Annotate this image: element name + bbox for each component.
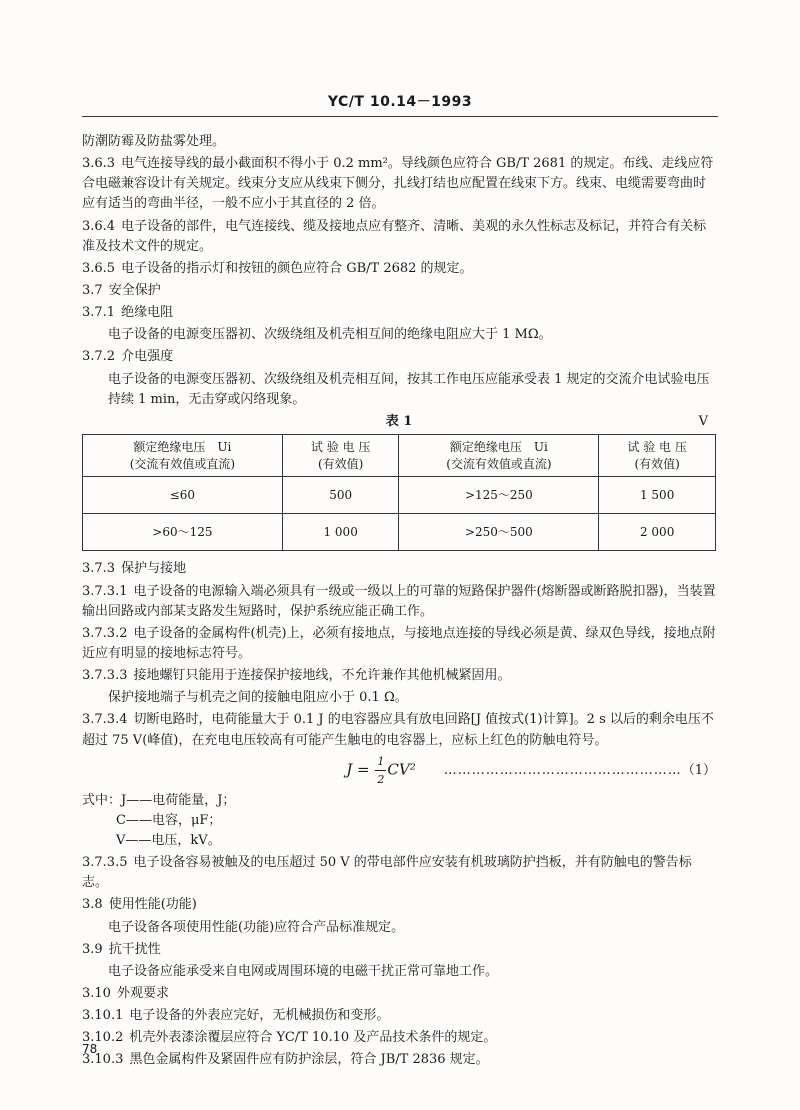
clause-3-7-3-3-body: 保护接地端子与机壳之间的接触电阻应小于 0.1 Ω。	[108, 690, 408, 706]
clause-number: 3.8	[82, 897, 103, 913]
table-cell: ≤60	[83, 477, 283, 514]
clause-text: 介电强度	[121, 349, 174, 365]
formula-rhs: CV²	[387, 760, 416, 779]
section-3-9-body: 电子设备应能承受来自电网或周围环境的电磁干扰正常可靠地工作。	[108, 963, 499, 979]
clause-3-6-5	[82, 259, 716, 279]
clause-text: 电气连接导线的最小截面积不得小于 0.2 mm²。导线颜色应符合 GB/T 2681 的规定。布线、走线应符合电磁兼容设计有关规定。线束分支应从线束下侧分，扎线打结也应配置在线束下方。线束、电缆需要弯曲时应有适当的弯曲半径，一般不应小于其直径的 2 倍。	[82, 156, 714, 212]
clause-3-7-3-heading	[82, 559, 716, 579]
table-header-row	[83, 434, 716, 477]
table-cell: 1 500	[599, 477, 716, 514]
clause-text: 外观要求	[116, 985, 169, 1001]
clause-number: 3.10.3	[82, 1052, 124, 1068]
clause-3-10-1	[82, 1006, 716, 1026]
clause-3-7-3-3	[82, 666, 716, 686]
section-3-8-heading	[82, 895, 716, 915]
clause-number: 3.7.3.5	[82, 855, 128, 871]
clause-text: 安全保护	[108, 282, 161, 298]
clause-3-7-1-heading	[82, 303, 716, 323]
table-cell: 1 000	[282, 514, 399, 551]
page-number: 78	[82, 1042, 98, 1056]
clause-text: 机壳外表漆涂覆层应符合 YC/T 10.10 及产品技术条件的规定。	[129, 1030, 497, 1046]
fraction-numerator: 1	[375, 753, 386, 771]
clause-3-7-3-1	[82, 582, 716, 622]
clause-number: 3.7.3.3	[82, 668, 128, 684]
clause-3-6-4	[82, 217, 716, 257]
clause-text: 黑色金属构件及紧固件应有防护涂层，符合 JB/T 2836 规定。	[129, 1052, 489, 1068]
clause-text: 电子设备的电源输入端必须具有一级或一级以上的可靠的短路保护器件(熔断器或断路脱扣器)，当装置输出回路或内部某支路发生短路时，保护系统应能正确工作。	[82, 583, 716, 619]
formula-expression	[346, 753, 415, 788]
clause-3-7-3-2	[82, 624, 716, 664]
table-row	[83, 514, 716, 551]
table-cell: 500	[282, 477, 399, 514]
clause-text: 切断电路时，电荷能量大于 0.1 J 的电容器应具有放电回路[J 值按式(1)计算]。2 s 以后的剩余电压不超过 75 V(峰值)，在充电电压较高有可能产生触电的电容器上，应标上红色的防触电符号。	[82, 712, 714, 748]
clause-text: 电子设备的指示灯和按钮的颜色应符合 GB/T 2682 的规定。	[121, 260, 473, 276]
clause-text: 电子设备的金属构件(机壳)上，必须有接地点，与接地点连接的导线必须是黄、绿双色导线，接地点附近应有明显的接地标志符号。	[82, 625, 716, 661]
document-header: YC/T 10.14－1993	[327, 94, 473, 110]
table-caption-row	[82, 412, 716, 432]
clause-3-7-3-4	[82, 710, 716, 750]
header-test-voltage-1: 试 验 电 压 (有效值)	[282, 434, 399, 477]
definition-c: C——电容，μF；	[116, 812, 222, 828]
clause-number: 3.7.3.4	[82, 712, 128, 728]
voltage-table	[82, 434, 716, 552]
clause-number: 3.10	[82, 985, 111, 1001]
table-cell: >250～500	[399, 514, 599, 551]
clause-number: 3.7.3	[82, 561, 116, 577]
section-3-9-heading	[82, 940, 716, 960]
clause-3-7-3-5	[82, 853, 716, 893]
clause-text: 抗干扰性	[108, 941, 161, 957]
clause-number: 3.9	[82, 941, 103, 957]
table-cell: 2 000	[599, 514, 716, 551]
clause-number: 3.6.3	[82, 156, 116, 172]
clause-3-7-1-body: 电子设备的电源变压器初、次级绕组及机壳相互间的绝缘电阻应大于 1 MΩ。	[108, 327, 552, 343]
header-rated-voltage-2: 额定绝缘电压 Ui (交流有效值或直流)	[399, 434, 599, 477]
section-3-10-heading	[82, 984, 716, 1004]
formula-1	[82, 753, 716, 789]
clause-number: 3.7	[82, 282, 103, 298]
clause-number: 3.7.3.2	[82, 625, 128, 641]
clause-3-6-3	[82, 154, 716, 214]
clause-text: 电子设备的外表应完好，无机械损伤和变形。	[129, 1008, 390, 1024]
clause-number: 3.7.1	[82, 305, 116, 321]
paragraph-continuation: 防潮防霉及防盐雾处理。	[82, 134, 226, 149]
definition-v: V——电压，kV。	[116, 832, 221, 848]
header-test-voltage-2: 试 验 电 压 (有效值)	[599, 434, 716, 477]
clause-text: 保护与接地	[121, 561, 187, 577]
formula-leader-dots: ……………………………………………	[443, 762, 682, 778]
formula-definitions	[82, 791, 716, 851]
document-body	[82, 132, 716, 1073]
clause-number: 3.10.2	[82, 1030, 124, 1046]
table-unit: V	[698, 413, 708, 429]
clause-number: 3.6.4	[82, 218, 116, 234]
formula-fraction	[375, 753, 386, 788]
table-cell: >60～125	[83, 514, 283, 551]
fraction-denominator: 2	[377, 773, 385, 787]
table-cell: >125～250	[399, 477, 599, 514]
clause-number: 3.7.3.1	[82, 583, 128, 599]
clause-3-10-2	[82, 1028, 716, 1048]
clause-3-10-3	[82, 1050, 716, 1070]
formula-lhs: J =	[346, 760, 370, 779]
clause-number: 3.6.5	[82, 260, 116, 276]
table-caption: 表 1	[385, 413, 413, 429]
header-rule	[82, 116, 718, 117]
clause-3-7-2-heading	[82, 347, 716, 367]
clause-text: 电子设备的部件，电气连接线、缆及接地点应有整齐、清晰、美观的永久性标志及标记，并符合有关标准及技术文件的规定。	[82, 218, 707, 254]
formula-number: （1）	[681, 762, 716, 778]
clause-number: 3.10.1	[82, 1008, 124, 1024]
clause-number: 3.7.2	[82, 349, 116, 365]
clause-3-7-2-body: 电子设备的电源变压器初、次级绕组及机壳相互间，按其工作电压应能承受表 1 规定的交流介电试验电压持续 1 min，无击穿或闪络现象。	[108, 371, 710, 407]
section-3-8-body: 电子设备各项使用性能(功能)应符合产品标准规定。	[108, 919, 405, 935]
header-rated-voltage-1: 额定绝缘电压 Ui (交流有效值或直流)	[83, 434, 283, 477]
definition-j: 式中：J——电荷能量，J；	[82, 792, 236, 808]
clause-text: 电子设备容易被触及的电压超过 50 V 的带电部件应安装有机玻璃防护挡板，并有防触电的警告标志。	[82, 855, 692, 891]
clause-text: 绝缘电阻	[121, 305, 174, 321]
table-row	[83, 477, 716, 514]
section-3-7-heading	[82, 281, 716, 301]
clause-text: 使用性能(功能)	[108, 897, 197, 913]
clause-text: 接地螺钉只能用于连接保护接地线，不允许兼作其他机械紧固用。	[133, 668, 511, 684]
